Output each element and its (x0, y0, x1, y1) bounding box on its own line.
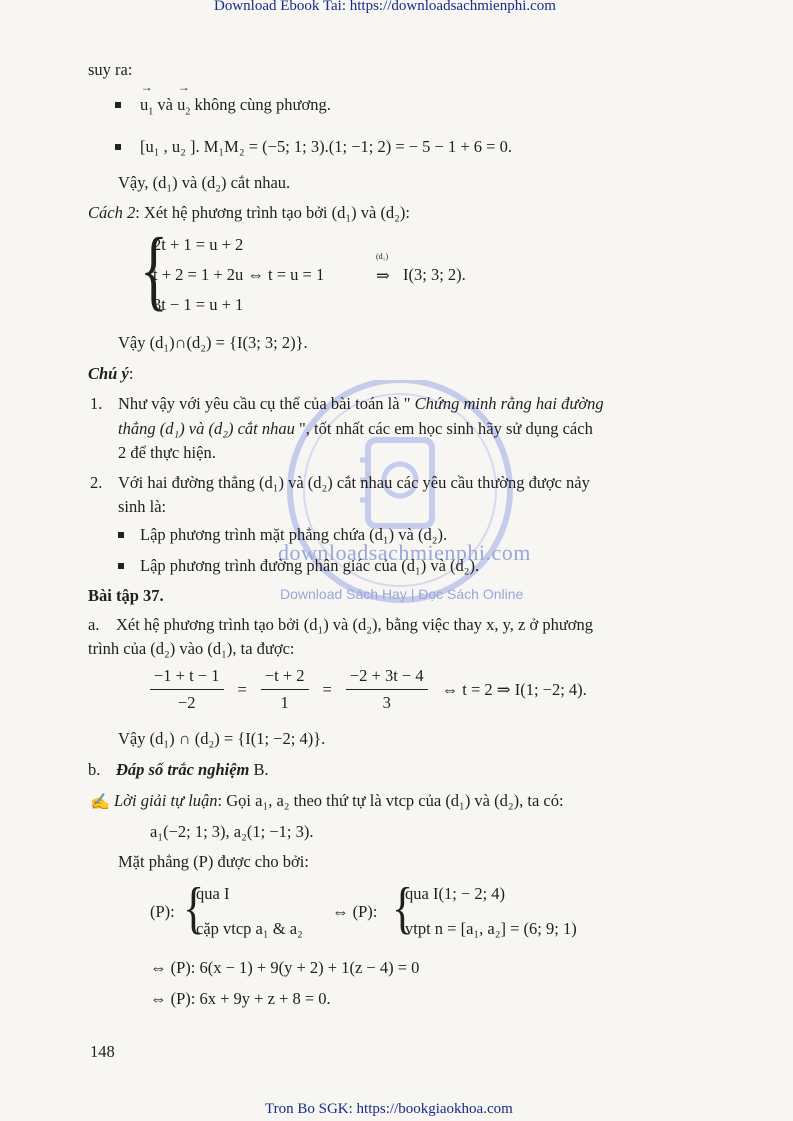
text-line: trình của (d₂) vào (d₁), ta được: (88, 639, 295, 658)
bullet-square (118, 563, 124, 569)
watermark-logo (270, 380, 530, 620)
note-line: Với hai đường thẳng (d₁) và (d₂) cắt nhau các yêu cầu thường được nảy (118, 473, 590, 492)
bullet-line: [u₁ , u₂ ]. M₁M₂ = (−5; 1; 3).(1; −1; 2) = − 5 − 1 + 6 = 0. (140, 137, 512, 156)
plane-brace: { (183, 876, 205, 940)
result-line: ⇔ (P): 6(x − 1) + 9(y + 2) + 1(z − 4) = 0 (150, 958, 420, 977)
system-arrow-label: (d₁) (376, 252, 389, 261)
watermark-site: downloadsachmienphi.com (278, 540, 531, 565)
fraction: $\frac{-2 + 3t - 4}{3}$ (346, 666, 428, 713)
solution-line: Lời giải tự luận: Gọi a₁, a₂ theo thứ tự là vtcp của (d₁) và (d₂), ta có: (114, 791, 564, 810)
exercise-title: Bài tập 37. (88, 586, 164, 605)
plane-brace: { (392, 876, 414, 940)
bullet-square (118, 532, 124, 538)
system-brace: { (140, 218, 168, 320)
fraction: $\frac{-1 + t - 1}{-2}$ (150, 666, 224, 713)
plane-condition: qua I (196, 884, 230, 903)
sub-bullet: Lập phương trình mặt phẳng chứa (d₁) và (d₂). (140, 525, 448, 544)
conclusion: Vậy, (d₁) và (d₂) cắt nhau. (118, 173, 291, 192)
conclusion: Vậy (d₁)∩(d₂) = {I(3; 3; 2)}. (118, 333, 308, 352)
result-line: ⇔ (P): 6x + 9y + z + 8 = 0. (150, 989, 331, 1008)
text-line: suy ra: (88, 60, 133, 79)
part-label: a. (88, 615, 100, 634)
note-line: Như vậy với yêu cầu cụ thể của bài toán là " Chứng minh rằng hai đường (118, 394, 604, 413)
system-eq: 3t − 1 = u + 1 (153, 295, 244, 314)
list-number: 1. (90, 394, 103, 413)
system-arrow: ⇒ (376, 266, 390, 285)
note-heading: Chú ý: (88, 364, 134, 383)
footer-link[interactable]: Tron Bo SGK: https://bookgiaokhoa.com (265, 1101, 513, 1117)
page-number: 148 (90, 1042, 115, 1061)
header-link[interactable]: Download Ebook Tai: https://downloadsachmienphi.com (214, 0, 556, 14)
conclusion: Vậy (d₁) ∩ (d₂) = {I(1; −2; 4)}. (118, 729, 326, 748)
method-line: Cách 2: Xét hệ phương trình tạo bởi (d₁) và (d₂): (88, 203, 411, 222)
system-eq: t + 2 = 1 + 2u ⇔ t = u = 1 (153, 265, 325, 284)
bullet-square (115, 144, 121, 150)
fraction: $\frac{-t + 2}{1}$ (261, 666, 309, 713)
bullet-line: → $u_1$ và → $u_2$ không cùng phương. (140, 95, 331, 117)
system-eq: 2t + 1 = u + 2 (153, 235, 244, 254)
sub-bullet: Lập phương trình đường phân giác của (d₁) và (d₂). (140, 556, 480, 575)
system-result: I(3; 3; 2). (403, 265, 466, 284)
text-line: Xét hệ phương trình tạo bởi (d₁) và (d₂), bằng việc thay x, y, z ở phương (116, 615, 593, 634)
fraction-equation: $\frac{-1 + t - 1}{-2}$ = $\frac{-t + 2}{1}$ = $\frac{-2 + 3t - 4}{3}$ ⇔ t = 2 ⇒ I(1; −2; 4). (150, 666, 587, 713)
text-line: Mặt phẳng (P) được cho bởi: (118, 852, 309, 871)
list-number: 2. (90, 473, 103, 492)
watermark-tagline: Download Sách Hay | Đọc Sách Online (280, 586, 524, 602)
plane-condition: cặp vtcp a₁ & a₂ (196, 919, 303, 938)
plane-condition: vtpt n = [a₁, a₂] = (6; 9; 1) (405, 919, 577, 938)
note-line: sinh là: (118, 497, 167, 516)
plane-condition: qua I(1; − 2; 4) (405, 884, 506, 903)
answer-line: Đáp số trắc nghiệm B. (116, 760, 269, 779)
vector-line: a₁(−2; 1; 3), a₂(1; −1; 3). (150, 822, 314, 841)
pencil-icon: ✍ (90, 794, 110, 811)
note-line: thẳng (d₁) và (d₂) cắt nhau ", tốt nhất các em học sinh hãy sử dụng cách (118, 419, 593, 438)
plane-label: (P): (150, 902, 175, 921)
note-line: 2 để thực hiện. (118, 443, 216, 462)
equivalence: ⇔ (P): (332, 902, 378, 921)
part-label: b. (88, 760, 101, 779)
bullet-square (115, 102, 121, 108)
